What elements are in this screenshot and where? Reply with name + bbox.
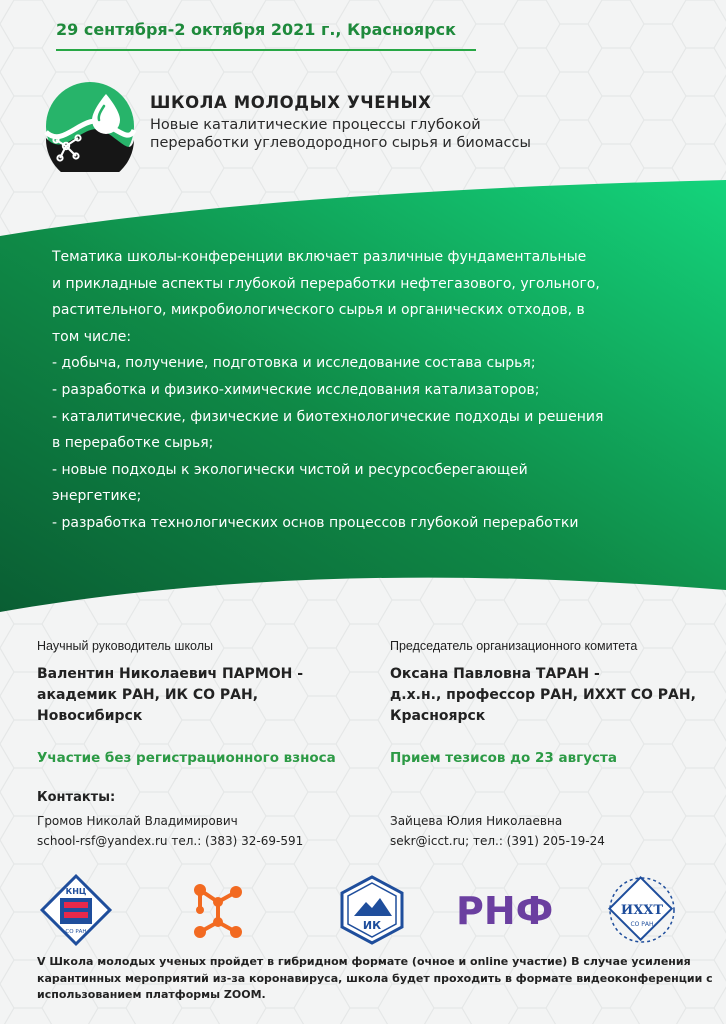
contact-name: Громов Николай Владимирович xyxy=(37,814,238,828)
topics-line: Тематика школы-конференции включает различные фундаментальные xyxy=(52,249,587,265)
ichht-label: ИХХТ xyxy=(620,903,664,918)
contact-right xyxy=(390,811,605,851)
school-subtitle-line: Новые каталитические процессы глубокой xyxy=(150,117,481,133)
contact-name: Зайцева Юлия Николаевна xyxy=(390,814,563,828)
event-date-location: 29 сентября-2 октября 2021 г., Красноярск xyxy=(56,20,476,51)
knc-sub-label: СО РАН xyxy=(65,929,87,935)
knc-logo-icon xyxy=(38,872,114,948)
footer-line: карантинных мероприятий из-за коронавируса, школа будет проходить в формате видеоконференции с xyxy=(37,971,713,985)
abstracts-deadline-note: Прием тезисов до 23 августа xyxy=(390,750,617,766)
role-label: Председатель организационного комитета xyxy=(390,639,638,653)
contact-email-phone[interactable]: sekr@icct.ru; тел.: (391) 205-19-24 xyxy=(390,834,605,848)
role-label: Научный руководитель школы xyxy=(37,639,214,653)
ichht-sub-label: СО РАН xyxy=(630,921,654,928)
topics-line: том числе: xyxy=(52,328,132,345)
school-title: ШКОЛА МОЛОДЫХ УЧЕНЫХ xyxy=(150,93,432,112)
school-subtitle-line: переработки углеводородного сырья и биомассы xyxy=(150,135,531,151)
ik-logo-icon xyxy=(336,874,408,946)
contact-left xyxy=(37,811,303,851)
scientific-director xyxy=(37,639,367,727)
topics-line: - разработка и физико-химические исследования катализаторов; xyxy=(52,381,540,398)
committee-chair xyxy=(390,639,720,727)
footer-line: использованием платформы ZOOM. xyxy=(37,988,266,1001)
topics-line: - добыча, получение, подготовка и исследование состава сырья; xyxy=(52,355,536,372)
person-line: Валентин Николаевич ПАРМОН - xyxy=(37,666,304,682)
footer-line: V Школа молодых ученых пройдет в гибридном формате (очное и online участие) В случае усиления xyxy=(37,955,691,968)
person-info xyxy=(37,664,367,727)
school-subtitle xyxy=(150,116,590,152)
topics-line: растительного, микробиологического сырья и органических отходов, в xyxy=(52,302,585,319)
topics-line: в переработке сырья; xyxy=(52,435,214,452)
rnf-label: РНФ xyxy=(456,889,554,932)
ik-label: ИК xyxy=(362,919,382,932)
ichht-logo-icon xyxy=(604,874,680,946)
person-info xyxy=(390,664,720,727)
school-logo-icon xyxy=(44,80,144,172)
knc-label: КНЦ xyxy=(65,887,87,896)
person-line: Оксана Павловна ТАРАН - xyxy=(390,666,600,682)
person-line: академик РАН, ИК СО РАН, xyxy=(37,687,259,703)
hybrid-format-note xyxy=(37,954,713,1004)
contacts-heading: Контакты: xyxy=(37,790,116,805)
partner-logos xyxy=(0,868,726,952)
topics-line: - новые подходы к экологически чистой и ресурсосберегающей xyxy=(52,461,528,478)
no-fee-note: Участие без регистрационного взноса xyxy=(37,750,336,766)
topics-line: энергетике; xyxy=(52,488,142,505)
rnf-logo-icon xyxy=(456,886,560,932)
person-line: Красноярск xyxy=(390,708,486,724)
topics-line: - каталитические, физические и биотехнологические подходы и решения xyxy=(52,408,604,425)
contact-email-phone[interactable]: school-rsf@yandex.ru тел.: (383) 32-69-591 xyxy=(37,834,304,848)
topics-text xyxy=(52,244,682,537)
person-line: Новосибирск xyxy=(37,708,143,724)
molecule-logo-icon xyxy=(190,880,246,944)
topics-line: - разработка технологических основ процессов глубокой переработки xyxy=(52,514,579,531)
person-line: д.х.н., профессор РАН, ИХХТ СО РАН, xyxy=(390,687,696,703)
topics-line: и прикладные аспекты глубокой переработки нефтегазового, угольного, xyxy=(52,275,600,292)
